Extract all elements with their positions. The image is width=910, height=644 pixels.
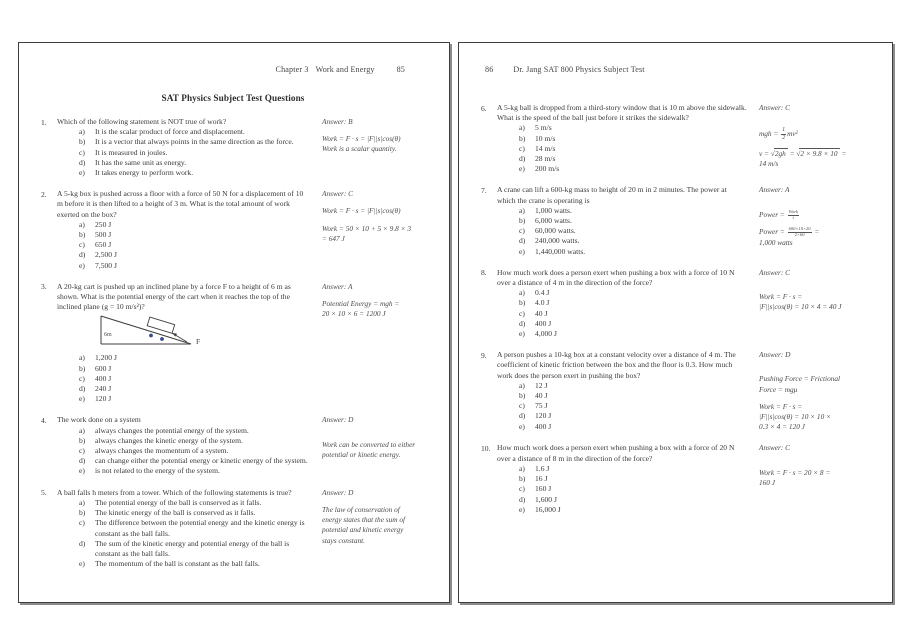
question-6 bbox=[479, 103, 870, 174]
choice-text: can change either the potential energy or kinetic energy of the system. bbox=[95, 456, 308, 466]
question-2 bbox=[39, 189, 427, 271]
choice-c[interactable] bbox=[519, 484, 747, 494]
question-7-choices bbox=[497, 206, 747, 257]
choice-c[interactable] bbox=[79, 446, 310, 456]
question-9-stem: A person pushes a 10-kg box at a constant velocity over a distance of 4 m. The coefficient of kinetic friction between the box and the floor is 0.3. How much work does the person exert in pushing the box? bbox=[497, 350, 736, 380]
choice-c[interactable] bbox=[79, 148, 310, 158]
choice-letter: a) bbox=[519, 380, 525, 390]
choice-c[interactable] bbox=[519, 401, 747, 411]
choice-d[interactable] bbox=[519, 236, 747, 246]
question-9-choices bbox=[497, 381, 747, 432]
answer-label: Answer: C bbox=[759, 103, 791, 112]
choice-letter: d) bbox=[519, 494, 526, 504]
question-2-number: 2. bbox=[41, 189, 47, 199]
choice-a[interactable] bbox=[79, 498, 310, 508]
choice-letter: b) bbox=[519, 298, 526, 308]
answer-work-line-3: potential and kinetic energy bbox=[322, 525, 404, 535]
choice-letter: a) bbox=[519, 288, 525, 298]
choice-text: 400 J bbox=[535, 318, 552, 328]
answer-work-line-2: potential or kinetic energy. bbox=[322, 449, 401, 459]
choice-d[interactable] bbox=[79, 250, 310, 260]
question-10-number: 10. bbox=[481, 443, 491, 453]
question-3-choices bbox=[57, 353, 310, 404]
answer-label: Answer: D bbox=[322, 415, 354, 425]
question-5-number: 5. bbox=[41, 488, 47, 498]
choice-text: 650 J bbox=[95, 240, 112, 250]
inclined-plane-diagram bbox=[57, 314, 310, 350]
choice-letter: a) bbox=[79, 127, 85, 137]
choice-text: 1,200 J bbox=[95, 353, 117, 363]
choice-text: 14 m/s bbox=[535, 143, 556, 153]
page-number-86: 86 bbox=[485, 65, 494, 74]
choice-letter: b) bbox=[79, 435, 86, 445]
choice-letter: e) bbox=[79, 466, 85, 476]
choice-b[interactable] bbox=[519, 216, 747, 226]
question-list-left bbox=[39, 117, 427, 569]
choice-text: 28 m/s bbox=[535, 154, 556, 164]
question-3-answer bbox=[310, 282, 427, 405]
choice-letter: c) bbox=[519, 143, 525, 153]
choice-e[interactable] bbox=[79, 394, 310, 404]
question-3-stem: A 20-kg cart is pushed up an inclined plane by a force F to a height of 6 m as shown. What is the potential energy of the cart when it reaches the top of the inclined plane (g = 10 m/s²)? bbox=[57, 281, 291, 312]
question-7-stem: A crane can lift a 600-kg mass to height of 20 m in 2 minutes. The power at which the crane is operating is bbox=[497, 185, 727, 205]
answer-work-line-1: Power = $\frac{\text{Work}}{t}$ bbox=[759, 208, 798, 220]
choice-text: 1.6 J bbox=[535, 463, 550, 473]
choice-letter: d) bbox=[79, 456, 86, 466]
question-1 bbox=[39, 117, 427, 178]
answer-work-line-1: Work = F · s = 20 × 8 = bbox=[759, 467, 831, 477]
answer-work-line-4: |F||s|cos(θ) = 10 × 10 × bbox=[759, 412, 831, 422]
choice-letter: c) bbox=[79, 446, 85, 456]
choice-letter: e) bbox=[519, 329, 525, 339]
question-8-stem: How much work does a person exert when pushing a box with a force of 10 N over a distance of 4 m in the direction of the force? bbox=[497, 267, 735, 288]
choice-letter: e) bbox=[79, 168, 85, 178]
choice-text: 240,000 watts. bbox=[535, 236, 580, 246]
choice-letter: c) bbox=[79, 373, 85, 383]
choice-c[interactable] bbox=[519, 309, 747, 319]
question-8-answer bbox=[747, 268, 870, 339]
choice-text: 1,600 J bbox=[535, 494, 557, 504]
running-head-right-page bbox=[479, 63, 870, 77]
choice-c[interactable] bbox=[79, 240, 310, 250]
page-number-85: 85 bbox=[396, 65, 405, 74]
question-9 bbox=[479, 350, 870, 432]
question-9-number: 9. bbox=[481, 350, 487, 360]
choice-letter: d) bbox=[79, 157, 86, 167]
choice-a[interactable] bbox=[519, 381, 747, 391]
choice-a[interactable] bbox=[79, 127, 310, 137]
question-8 bbox=[479, 268, 870, 339]
choice-d[interactable] bbox=[519, 495, 747, 505]
question-9-answer bbox=[747, 350, 870, 432]
choice-text: 400 J bbox=[535, 421, 552, 431]
choice-letter: d) bbox=[519, 411, 526, 421]
question-4-choices bbox=[57, 426, 310, 477]
answer-label: Answer: D bbox=[322, 487, 354, 497]
choice-b[interactable] bbox=[79, 230, 310, 240]
question-3 bbox=[39, 282, 427, 405]
question-8-choices bbox=[497, 288, 747, 339]
answer-work-line-1: Work = F · s = |F||s|cos(θ) bbox=[322, 134, 401, 144]
choice-e[interactable] bbox=[519, 505, 747, 515]
choice-letter: e) bbox=[79, 260, 85, 270]
answer-label: Answer: C bbox=[759, 443, 791, 453]
answer-work-line-2: Work = 50 × 10 + 5 × 9.8 × 3 bbox=[322, 223, 412, 233]
question-4 bbox=[39, 415, 427, 476]
choice-text: 6,000 watts. bbox=[535, 216, 572, 226]
choice-text: It is the scalar product of force and displacement. bbox=[95, 127, 245, 137]
answer-label: Answer: A bbox=[322, 281, 353, 291]
question-5-answer bbox=[310, 488, 427, 570]
section-title: SAT Physics Subject Test Questions bbox=[161, 93, 305, 103]
choice-letter: b) bbox=[79, 508, 86, 518]
choice-text: 500 J bbox=[95, 230, 112, 240]
choice-text: always changes the momentum of a system. bbox=[95, 446, 229, 456]
force-label: F bbox=[196, 337, 201, 347]
choice-letter: e) bbox=[79, 559, 85, 569]
choice-letter: d) bbox=[519, 318, 526, 328]
inclined-plane-svg bbox=[79, 314, 219, 350]
choice-letter: d) bbox=[79, 384, 86, 394]
choice-b[interactable] bbox=[79, 508, 310, 518]
choice-text: 120 J bbox=[535, 411, 552, 421]
choice-a[interactable] bbox=[519, 288, 747, 298]
choice-a[interactable] bbox=[519, 123, 747, 133]
question-6-answer bbox=[747, 103, 870, 174]
answer-work-line-2: Power = $\frac{600\times 10\times 20}{2\times 60}$ = bbox=[759, 226, 820, 238]
choice-d[interactable] bbox=[519, 154, 747, 164]
running-head-chapter-title: Work and Energy bbox=[315, 65, 375, 74]
choice-text: 250 J bbox=[95, 219, 112, 229]
answer-work-line-3: 14 m/s bbox=[759, 159, 779, 169]
choice-text: 16 J bbox=[535, 474, 548, 484]
choice-letter: c) bbox=[79, 518, 85, 528]
choice-d[interactable] bbox=[519, 319, 747, 329]
answer-work-line-2: v = √2gh = √2 × 9.8 × 10 = bbox=[759, 148, 847, 158]
choice-text: 120 J bbox=[95, 394, 112, 404]
question-3-number: 3. bbox=[41, 282, 47, 292]
choice-text: The difference between the potential energy and the kinetic energy is constant as the ball falls. bbox=[95, 518, 305, 538]
answer-label: Answer: A bbox=[759, 185, 790, 195]
choice-b[interactable] bbox=[519, 298, 747, 308]
answer-work-line-1: Work = F · s = |F||s|cos(θ) bbox=[322, 206, 401, 216]
choice-text: 1,440,000 watts. bbox=[535, 246, 586, 256]
running-head-left-page bbox=[39, 63, 427, 77]
choice-letter: d) bbox=[79, 250, 86, 260]
question-1-stem: Which of the following statement is NOT true of work? bbox=[57, 117, 227, 126]
question-1-choices bbox=[57, 127, 310, 178]
answer-work-line-1: Potential Energy = mgh = bbox=[322, 299, 400, 309]
choice-c[interactable] bbox=[79, 518, 310, 538]
choice-text: 4,000 J bbox=[535, 329, 557, 339]
choice-text: 40 J bbox=[535, 391, 548, 401]
choice-letter: e) bbox=[519, 164, 525, 174]
question-7 bbox=[479, 185, 870, 256]
running-head-book-title: Dr. Jang SAT 800 Physics Subject Test bbox=[513, 65, 645, 74]
choice-letter: b) bbox=[519, 474, 526, 484]
choice-text: 1,000 watts. bbox=[535, 205, 572, 215]
answer-work-line-2: 160 J bbox=[759, 477, 776, 487]
choice-text: It is measured in joules. bbox=[95, 147, 168, 157]
choice-letter: a) bbox=[79, 219, 85, 229]
choice-text: It has the same unit as energy. bbox=[95, 157, 187, 167]
choice-text: 400 J bbox=[95, 373, 112, 383]
question-list-right bbox=[479, 103, 870, 515]
choice-text: 60,000 watts. bbox=[535, 226, 576, 236]
choice-a[interactable] bbox=[79, 220, 310, 230]
choice-letter: b) bbox=[79, 363, 86, 373]
choice-e[interactable] bbox=[79, 261, 310, 271]
choice-letter: a) bbox=[79, 497, 85, 507]
choice-letter: e) bbox=[519, 246, 525, 256]
choice-e[interactable] bbox=[519, 422, 747, 432]
choice-letter: a) bbox=[519, 463, 525, 473]
answer-work-line-1: mgh = $\frac{1}{2}$ $mv^2$ bbox=[759, 127, 799, 141]
running-head-chapter-number: Chapter 3 bbox=[275, 65, 309, 74]
choice-text: 0.4 J bbox=[535, 288, 550, 298]
answer-work-line-3: Work = F · s = bbox=[759, 401, 803, 411]
answer-work-line-5: 0.3 × 4 = 120 J bbox=[759, 422, 805, 432]
question-6-stem: A 5-kg ball is dropped from a third-story window that is 10 m above the sidewalk. What is the speed of the ball just before it strikes the sidewalk? bbox=[497, 103, 747, 123]
question-2-choices bbox=[57, 220, 310, 271]
choice-b[interactable] bbox=[519, 134, 747, 144]
choice-letter: c) bbox=[519, 226, 525, 236]
choice-text: It is a vector that always points in the same direction as the force. bbox=[95, 137, 294, 147]
choice-text: 240 J bbox=[95, 384, 112, 394]
choice-letter: c) bbox=[519, 401, 525, 411]
choice-a[interactable] bbox=[79, 353, 310, 363]
choice-a[interactable] bbox=[519, 206, 747, 216]
answer-work-line-2: 20 × 10 × 6 = 1200 J bbox=[322, 309, 386, 319]
choice-text: 40 J bbox=[535, 308, 548, 318]
question-6-choices bbox=[497, 123, 747, 174]
question-5 bbox=[39, 488, 427, 570]
choice-e[interactable] bbox=[79, 559, 310, 569]
choice-d[interactable] bbox=[79, 539, 310, 559]
choice-letter: b) bbox=[519, 216, 526, 226]
choice-letter: a) bbox=[79, 353, 85, 363]
choice-text: 160 J bbox=[535, 484, 552, 494]
choice-d[interactable] bbox=[79, 456, 310, 466]
choice-e[interactable] bbox=[79, 466, 310, 476]
answer-work-line-1: The law of conservation of bbox=[322, 504, 400, 514]
choice-text: 4.0 J bbox=[535, 298, 550, 308]
choice-b[interactable] bbox=[79, 436, 310, 446]
choice-b[interactable] bbox=[519, 474, 747, 484]
question-7-answer bbox=[747, 185, 870, 256]
choice-letter: d) bbox=[519, 154, 526, 164]
question-4-answer bbox=[310, 415, 427, 476]
question-10-choices bbox=[497, 464, 747, 515]
choice-text: The sum of the kinetic energy and potential energy of the ball is constant as the ball falls. bbox=[95, 538, 290, 558]
choice-d[interactable] bbox=[519, 411, 747, 421]
answer-work-line-3: 1,000 watts bbox=[759, 238, 793, 247]
choice-text: 10 m/s bbox=[535, 133, 556, 143]
choice-text: 600 J bbox=[95, 363, 112, 373]
answer-work-line-1: Work = F · s = bbox=[759, 292, 803, 302]
choice-letter: b) bbox=[519, 391, 526, 401]
question-7-number: 7. bbox=[481, 185, 487, 195]
choice-letter: c) bbox=[519, 308, 525, 318]
choice-text: 5 m/s bbox=[535, 123, 552, 133]
question-4-stem: The work done on a system bbox=[57, 415, 141, 425]
choice-letter: e) bbox=[79, 394, 85, 404]
choice-letter: b) bbox=[79, 137, 86, 147]
choice-e[interactable] bbox=[519, 247, 747, 257]
choice-letter: c) bbox=[79, 147, 85, 157]
choice-c[interactable] bbox=[519, 226, 747, 236]
question-10-stem: How much work does a person exert when pushing a box with a force of 20 N over a distance of 8 m in the direction of the force? bbox=[497, 443, 735, 463]
page-left bbox=[18, 42, 450, 603]
answer-work-line-2: Force = mgμ bbox=[759, 384, 798, 394]
question-2-answer bbox=[310, 189, 427, 271]
choice-text: 12 J bbox=[535, 380, 548, 390]
choice-letter: b) bbox=[79, 230, 86, 240]
choice-a[interactable] bbox=[79, 426, 310, 436]
question-1-answer bbox=[310, 117, 427, 178]
choice-text: It takes energy to perform work. bbox=[95, 168, 194, 178]
choice-text: 75 J bbox=[535, 401, 548, 411]
choice-text: The momentum of the ball is constant as the ball falls. bbox=[95, 559, 260, 569]
choice-letter: e) bbox=[519, 504, 525, 514]
answer-label: Answer: C bbox=[322, 189, 354, 199]
choice-letter: a) bbox=[79, 425, 85, 435]
choice-text: 200 m/s bbox=[535, 164, 560, 174]
answer-label: Answer: C bbox=[759, 267, 791, 277]
choice-letter: a) bbox=[519, 205, 525, 215]
choice-letter: b) bbox=[519, 133, 526, 143]
answer-work-line-1: Work can be converted to either bbox=[322, 439, 416, 449]
question-6-number: 6. bbox=[481, 103, 487, 113]
choice-text: is not related to the energy of the system. bbox=[95, 466, 220, 476]
choice-text: always changes the kinetic energy of the system. bbox=[95, 435, 243, 445]
answer-work-line-4: stays constant. bbox=[322, 535, 365, 545]
answer-label: Answer: D bbox=[759, 350, 791, 360]
page-right bbox=[458, 42, 893, 603]
question-5-stem: A ball falls h meters from a tower. Which of the following statements is true? bbox=[57, 487, 292, 497]
choice-letter: e) bbox=[519, 421, 525, 431]
question-4-number: 4. bbox=[41, 415, 47, 425]
answer-work-line-2: Work is a scalar quantity. bbox=[322, 144, 397, 154]
choice-text: 16,000 J bbox=[535, 504, 561, 514]
choice-c[interactable] bbox=[79, 374, 310, 384]
question-5-choices bbox=[57, 498, 310, 569]
choice-letter: c) bbox=[519, 484, 525, 494]
choice-a[interactable] bbox=[519, 464, 747, 474]
question-1-number: 1. bbox=[41, 117, 47, 127]
choice-letter: d) bbox=[519, 236, 526, 246]
answer-label: Answer: B bbox=[322, 117, 353, 126]
choice-text: always changes the potential energy of the system. bbox=[95, 425, 249, 435]
question-8-number: 8. bbox=[481, 268, 487, 278]
answer-work-line-3: = 647 J bbox=[322, 233, 345, 243]
choice-e[interactable] bbox=[79, 168, 310, 178]
choice-b[interactable] bbox=[519, 391, 747, 401]
choice-letter: a) bbox=[519, 123, 525, 133]
question-2-stem: A 5-kg box is pushed across a floor with a force of 50 N for a displacement of 10 m before it is then lifted to a height of 3 m. What is the total amount of work exerted on the box? bbox=[57, 189, 304, 219]
answer-work-line-2: |F||s|cos(θ) = 10 × 4 = 40 J bbox=[759, 302, 842, 312]
choice-text: The potential energy of the ball is conserved as it falls. bbox=[95, 497, 262, 507]
question-10-answer bbox=[747, 443, 870, 514]
choice-c[interactable] bbox=[519, 144, 747, 154]
answer-work-line-2: energy states that the sum of bbox=[322, 515, 406, 525]
height-label: 6m bbox=[104, 332, 112, 339]
choice-text: 2,500 J bbox=[95, 250, 117, 260]
choice-d[interactable] bbox=[79, 384, 310, 394]
choice-text: The kinetic energy of the ball is conserved as it falls. bbox=[95, 508, 256, 518]
choice-e[interactable] bbox=[519, 164, 747, 174]
question-10 bbox=[479, 443, 870, 514]
choice-text: 7,500 J bbox=[95, 260, 117, 270]
choice-d[interactable] bbox=[79, 158, 310, 168]
choice-b[interactable] bbox=[79, 364, 310, 374]
choice-e[interactable] bbox=[519, 329, 747, 339]
choice-b[interactable] bbox=[79, 137, 310, 147]
choice-letter: c) bbox=[79, 240, 85, 250]
answer-work-line-1: Pushing Force = Frictional bbox=[759, 374, 841, 384]
choice-letter: d) bbox=[79, 538, 86, 548]
